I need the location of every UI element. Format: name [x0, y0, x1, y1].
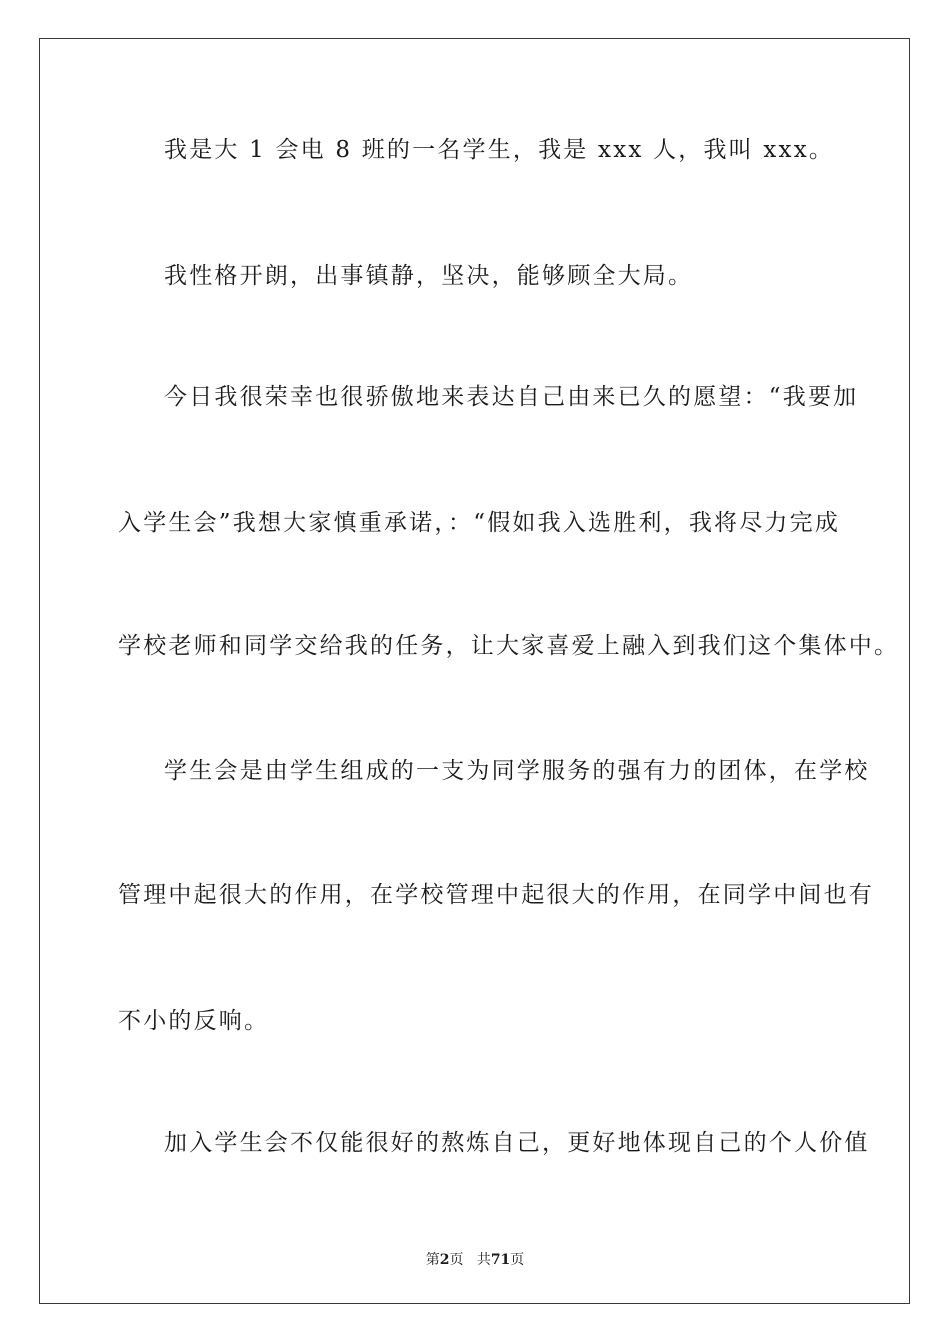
paragraph-line-6: 学生会是由学生组成的一支为同学服务的强有力的团体，在学校 [164, 758, 870, 784]
footer-page-number: 2 [439, 1252, 450, 1268]
footer-total-suffix: 页 [510, 1252, 525, 1268]
footer-page-suffix: 页 [449, 1252, 464, 1268]
footer-total-pages: 71 [490, 1252, 511, 1268]
footer-total-prefix: 共 [476, 1252, 491, 1268]
page-footer [0, 1249, 950, 1269]
paragraph-line-4: 入学生会”我想大家慎重承诺，：“假如我入选胜利，我将尽力完成 [118, 510, 841, 536]
paragraph-line-1: 我是大 1 会电 8 班的一名学生，我是 xxx 人，我叫 xxx。 [164, 137, 835, 163]
paragraph-line-3: 今日我很荣幸也很骄傲地来表达自己由来已久的愿望：“我要加 [164, 384, 859, 410]
page-border [39, 38, 910, 1304]
paragraph-line-9: 加入学生会不仅能很好的熬炼自己，更好地体现自己的个人价值 [164, 1130, 870, 1156]
paragraph-line-7: 管理中起很大的作用，在学校管理中起很大的作用，在同学中间也有 [118, 882, 874, 908]
paragraph-line-5: 学校老师和同学交给我的任务，让大家喜爱上融入到我们这个集体中。 [118, 633, 900, 659]
paragraph-line-2: 我性格开朗，出事镇静，坚决，能够顾全大局。 [164, 263, 694, 289]
paragraph-line-8: 不小的反响。 [118, 1008, 270, 1034]
footer-page-prefix: 第 [425, 1252, 440, 1268]
